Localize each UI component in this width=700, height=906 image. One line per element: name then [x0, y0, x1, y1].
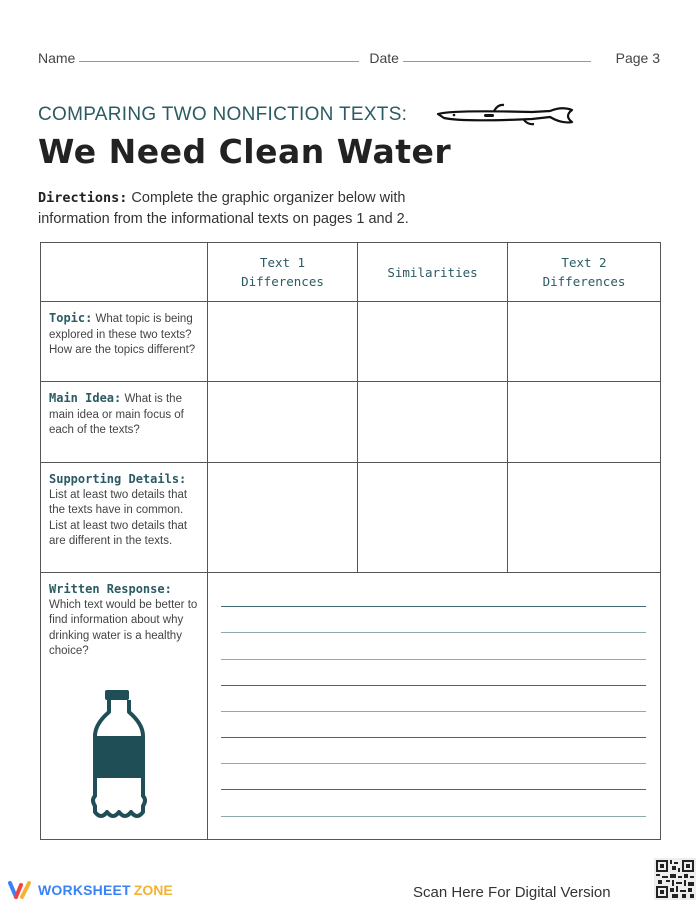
name-label: Name — [38, 50, 76, 66]
written-response-area[interactable] — [208, 573, 661, 840]
directions — [38, 188, 478, 230]
table-row-supporting-details — [41, 463, 661, 573]
header-row — [41, 243, 661, 302]
writing-line — [221, 606, 646, 607]
answer-cell-main-idea-text1[interactable] — [208, 382, 358, 463]
water-bottle-icon — [91, 688, 147, 820]
column-header-text1: Text 1 Differences — [208, 243, 358, 302]
writing-line — [221, 659, 646, 660]
worksheet-subtitle: COMPARING TWO NONFICTION TEXTS: — [38, 104, 408, 125]
scan-text: Scan Here For Digital Version — [413, 884, 611, 901]
brand-name-part1: WORKSHEET — [38, 882, 131, 898]
directions-label: Directions: — [38, 190, 128, 206]
answer-cell-topic-text2[interactable] — [508, 302, 661, 382]
table-row-topic — [41, 302, 661, 382]
writing-line — [221, 685, 646, 686]
answer-cell-main-idea-similarities[interactable] — [358, 382, 508, 463]
column-header-text2: Text 2 Differences — [508, 243, 661, 302]
writing-line — [221, 763, 646, 764]
qr-code-icon[interactable] — [654, 858, 696, 900]
row-label-main-idea: Main Idea: What is the main idea or main focus of each of the texts? — [41, 382, 208, 463]
graphic-organizer-table — [40, 242, 661, 840]
date-label: Date — [369, 50, 399, 66]
directions-text: Complete the graphic organizer below with information from the informational texts on pages 1 and 2. — [38, 190, 409, 227]
writing-line — [221, 632, 646, 633]
answer-cell-details-text1[interactable] — [208, 463, 358, 573]
answer-cell-details-similarities[interactable] — [358, 463, 508, 573]
logo-mark-icon — [7, 880, 33, 900]
brand-name-part2: ZONE — [133, 882, 173, 898]
column-header-similarities: Similarities — [358, 243, 508, 302]
writing-line — [221, 789, 646, 790]
row-label-supporting-details: Supporting Details: List at least two details that the texts have in common. List at least two details that are different in the texts. — [41, 463, 208, 573]
name-field[interactable] — [79, 61, 359, 62]
worksheet-zone-logo[interactable] — [7, 880, 173, 900]
answer-cell-details-text2[interactable] — [508, 463, 661, 573]
writing-line — [221, 737, 646, 738]
table-row-written-response — [41, 573, 661, 840]
answer-cell-topic-similarities[interactable] — [358, 302, 508, 382]
writing-line — [221, 816, 646, 817]
writing-line — [221, 711, 646, 712]
header-fields — [38, 46, 660, 66]
table-row-main-idea — [41, 382, 661, 463]
answer-cell-topic-text1[interactable] — [208, 302, 358, 382]
fish-drawing-icon — [432, 100, 582, 128]
page-title: We Need Clean Water — [38, 132, 452, 171]
date-field[interactable] — [403, 61, 591, 62]
corner-cell — [41, 243, 208, 302]
answer-cell-main-idea-text2[interactable] — [508, 382, 661, 463]
page-number: Page 3 — [615, 50, 660, 66]
row-label-written-response: Written Response: Which text would be better to find information about why drinking water is a healthy choice? — [41, 573, 208, 840]
row-label-topic: Topic: What topic is being explored in these two texts? How are the topics different? — [41, 302, 208, 382]
